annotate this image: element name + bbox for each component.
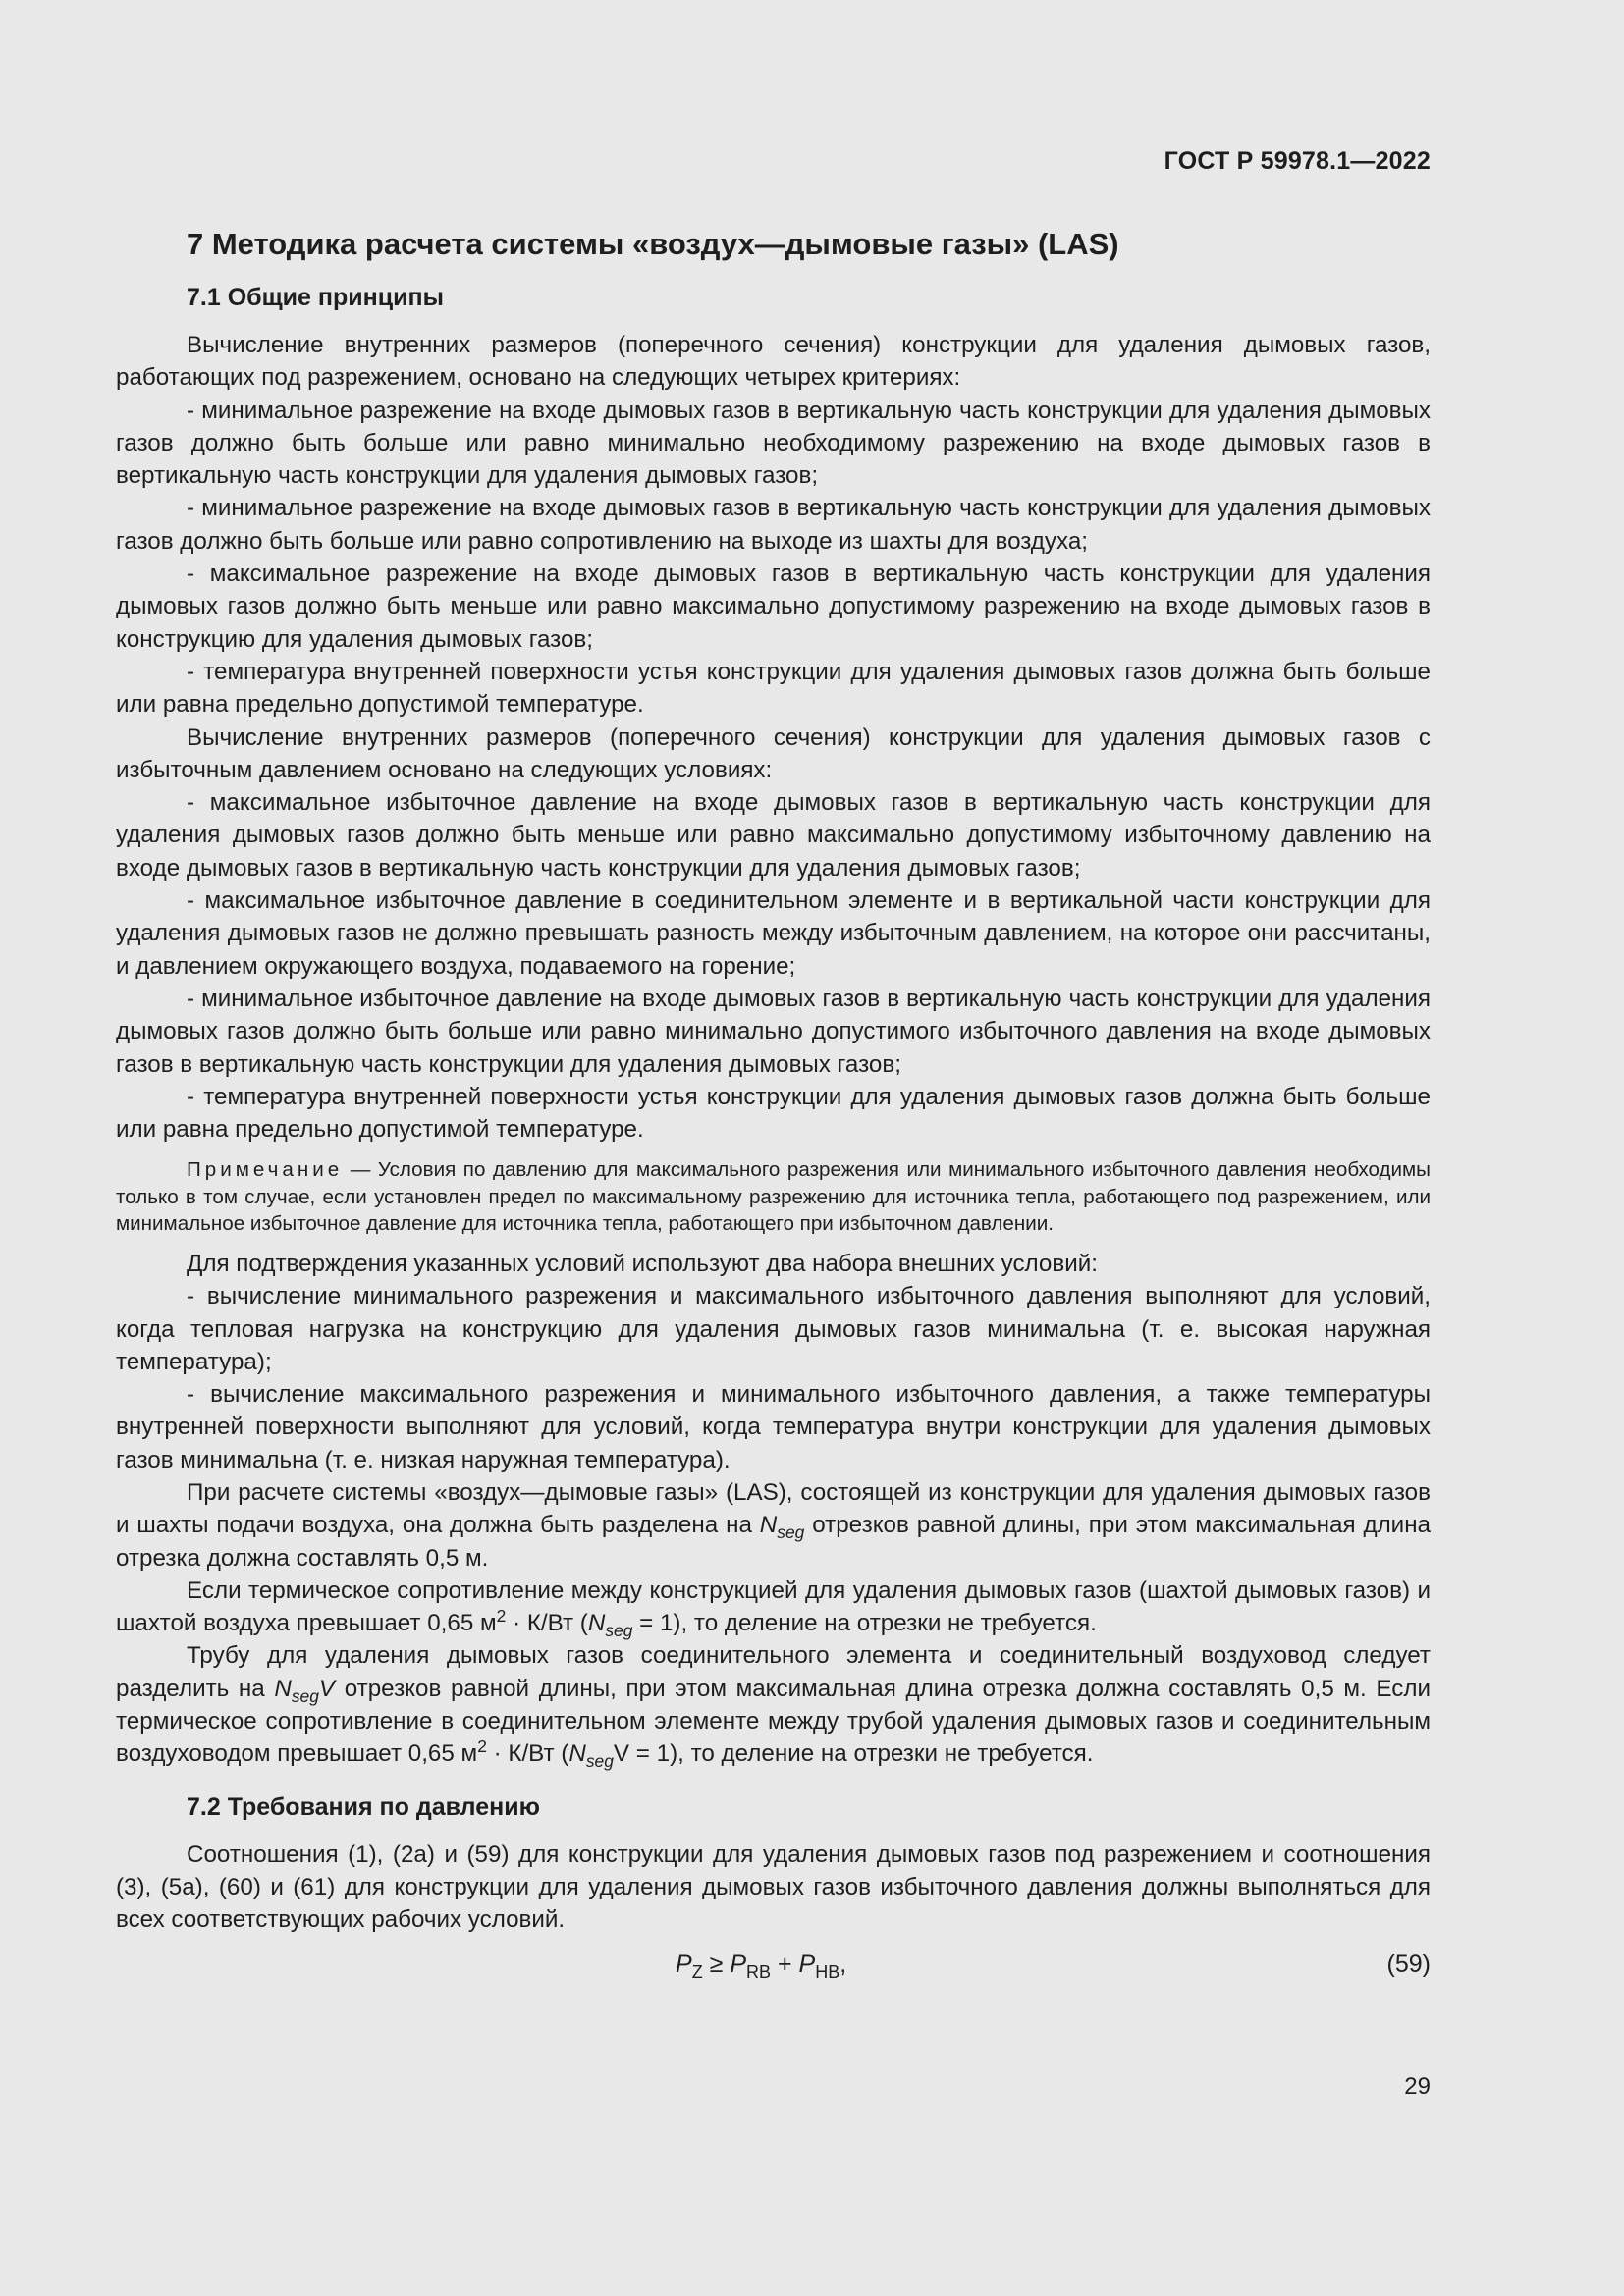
list-item: - минимальное избыточное давление на входе дымовых газов в вертикальную часть конструкции для удаления дымовых газов должно быть больше или равно минимально допустимого избыточного давления на входе дымовых газов в вертикальную часть конструкции для удаления дымовых газов; xyxy=(116,985,1431,1078)
symbol: P xyxy=(730,1949,746,1978)
symbol: N xyxy=(568,1740,586,1768)
punctuation: , xyxy=(839,1949,847,1978)
list-item: - минимальное разрежение на входе дымовых газов в вертикальную часть конструкции для удаления дымовых газов должно быть больше или равно сопротивлению на выходе из шахты для воздуха; xyxy=(116,495,1431,555)
list-item: - температура внутренней поверхности устья конструкции для удаления дымовых газов должна быть больше или равна предельно допустимой температуре. xyxy=(116,1083,1431,1144)
list-item: - вычисление минимального разрежения и максимального избыточного давления выполняют для условий, когда тепловая нагрузка на конструкцию для удаления дымовых газов минимальна (т. е. высокая наружная температура); xyxy=(116,1283,1431,1375)
operator: ≥ xyxy=(702,1949,731,1978)
text-run: = 1), то деление на отрезки не требуется. xyxy=(632,1610,1097,1637)
symbol-subscript: seg xyxy=(605,1621,633,1641)
text-run: отрезков равной длины, при этом максимальная длина отрезка должна составлять 0,5 м. xyxy=(116,1512,1432,1572)
list-item: - максимальное избыточное давление на входе дымовых газов в вертикальную часть конструкции для удаления дымовых газов должно быть меньше или равно максимально допустимому избыточному давлению на входе дымовых газов в вертикальную часть конструкции для удаления дымовых газов; xyxy=(116,789,1431,881)
list-item: - максимальное избыточное давление в соединительном элементе и в вертикальной части конструкции для удаления дымовых газов не должно превышать разность между избыточным давлением, на которое они рассчитаны, и давлением окружающего воздуха, подаваемого на горение; xyxy=(116,887,1431,980)
list-item: - максимальное разрежение на входе дымовых газов в вертикальную часть конструкции для удаления дымовых газов должно быть меньше или равно максимально допустимому разрежению на входе дымовых газов в конструкцию для удаления дымовых газов; xyxy=(116,561,1431,653)
document-page xyxy=(116,0,1431,2296)
symbol-subscript: Z xyxy=(691,1961,703,1982)
note xyxy=(116,1156,1431,1238)
text-run: Если термическое сопротивление между конструкцией для удаления дымовых газов (шахтой дымовых газов) и шахтой воздуха превышает 0,65 м xyxy=(116,1576,1431,1637)
symbol-subscript: HB xyxy=(815,1961,840,1982)
symbol: N xyxy=(759,1512,778,1539)
text-run: V = 1), то деление на отрезки не требуется. xyxy=(613,1740,1094,1768)
subsection-title-pressure: 7.2 Требования по давлению xyxy=(187,1792,540,1821)
symbol: P xyxy=(798,1949,816,1978)
section-title: 7 Методика расчета системы «воздух—дымовые газы» (LAS) xyxy=(187,227,1119,261)
symbol: P xyxy=(676,1949,692,1978)
page-number: 29 xyxy=(1404,2073,1431,2100)
text-run: отрезков равной длины, при этом максимальная длина отрезка должна составлять 0,5 м. Если термическое сопротивление в соединительном элементе между трубой удаления дымовых газов и соединительным воздуховодом превышает 0,65 м xyxy=(116,1675,1431,1768)
paragraph: Для подтверждения указанных условий используют два набора внешних условий: xyxy=(187,1250,1098,1277)
list-item: - минимальное разрежение на входе дымовых газов в вертикальную часть конструкции для удаления дымовых газов должно быть больше или равно минимально необходимому разрежению на входе дымовых газов в вертикальную часть конструкции для удаления дымовых газов; xyxy=(116,397,1431,490)
text-run: Трубу для удаления дымовых газов соединительного элемента и соединительный воздуховод следует разделить на xyxy=(116,1642,1431,1702)
page-content xyxy=(116,222,1431,1990)
symbol: N xyxy=(274,1675,292,1702)
symbol-subscript: RB xyxy=(746,1961,772,1982)
formula-expression xyxy=(676,1949,847,1982)
symbol-subscript: seg xyxy=(777,1522,805,1543)
superscript: 2 xyxy=(496,1606,507,1627)
text-run: При расчете системы «воздух—дымовые газы» (LAS), состоящей из конструкции для удаления дымовых газов и шахты подачи воздуха, она должна быть разделена на xyxy=(116,1479,1431,1539)
paragraph: Соотношения (1), (2а) и (59) для конструкции для удаления дымовых газов под разрежением и соотношения (3), (5а), (60) и (61) для конструкции для удаления дымовых газов избыточного давления должны выполняться для всех соответствующих рабочих условий. xyxy=(116,1841,1431,1934)
superscript: 2 xyxy=(477,1736,487,1757)
note-text: — Условия по давлению для максимального разрежения или минимального избыточного давления необходимы только в том случае, если установлен предел по максимальному разрежению для источника тепла, работающего под разрежением, или минимальное избыточное давление для источника тепла, работающего при избыточном давлении. xyxy=(116,1158,1431,1236)
paragraph-connecting-element xyxy=(116,1639,1431,1770)
text-run: · К/Вт ( xyxy=(506,1610,588,1637)
formula-number: (59) xyxy=(1386,1949,1431,1978)
operator: + xyxy=(771,1949,799,1978)
paragraph-segmentation xyxy=(116,1476,1431,1575)
symbol-subscript: seg xyxy=(585,1751,614,1772)
paragraph: Вычисление внутренних размеров (поперечного сечения) конструкции для удаления дымовых газов с избыточным давлением основано на следующих условиях: xyxy=(116,723,1431,783)
formula-59 xyxy=(116,1950,1431,1990)
symbol: N xyxy=(587,1610,606,1637)
document-header-id: ГОСТ Р 59978.1—2022 xyxy=(1164,147,1431,175)
note-label: Примечание xyxy=(187,1158,344,1182)
paragraph-thermal-resistance xyxy=(116,1575,1431,1640)
list-item: - вычисление максимального разрежения и минимального избыточного давления, а также температуры внутренней поверхности выполняют для условий, когда температура внутри конструкции для удаления дымовых газов минимальна (т. е. низкая наружная температура). xyxy=(116,1381,1431,1473)
subsection-title-general: 7.1 Общие принципы xyxy=(187,284,444,311)
symbol: V xyxy=(318,1675,336,1702)
symbol-subscript: seg xyxy=(291,1685,319,1706)
list-item: - температура внутренней поверхности устья конструкции для удаления дымовых газов должна быть больше или равна предельно допустимой температуре. xyxy=(116,658,1431,719)
paragraph: Вычисление внутренних размеров (поперечного сечения) конструкции для удаления дымовых газов, работающих под разрежением, основано на следующих четырех критериях: xyxy=(116,332,1431,392)
text-run: · К/Вт ( xyxy=(486,1740,569,1768)
